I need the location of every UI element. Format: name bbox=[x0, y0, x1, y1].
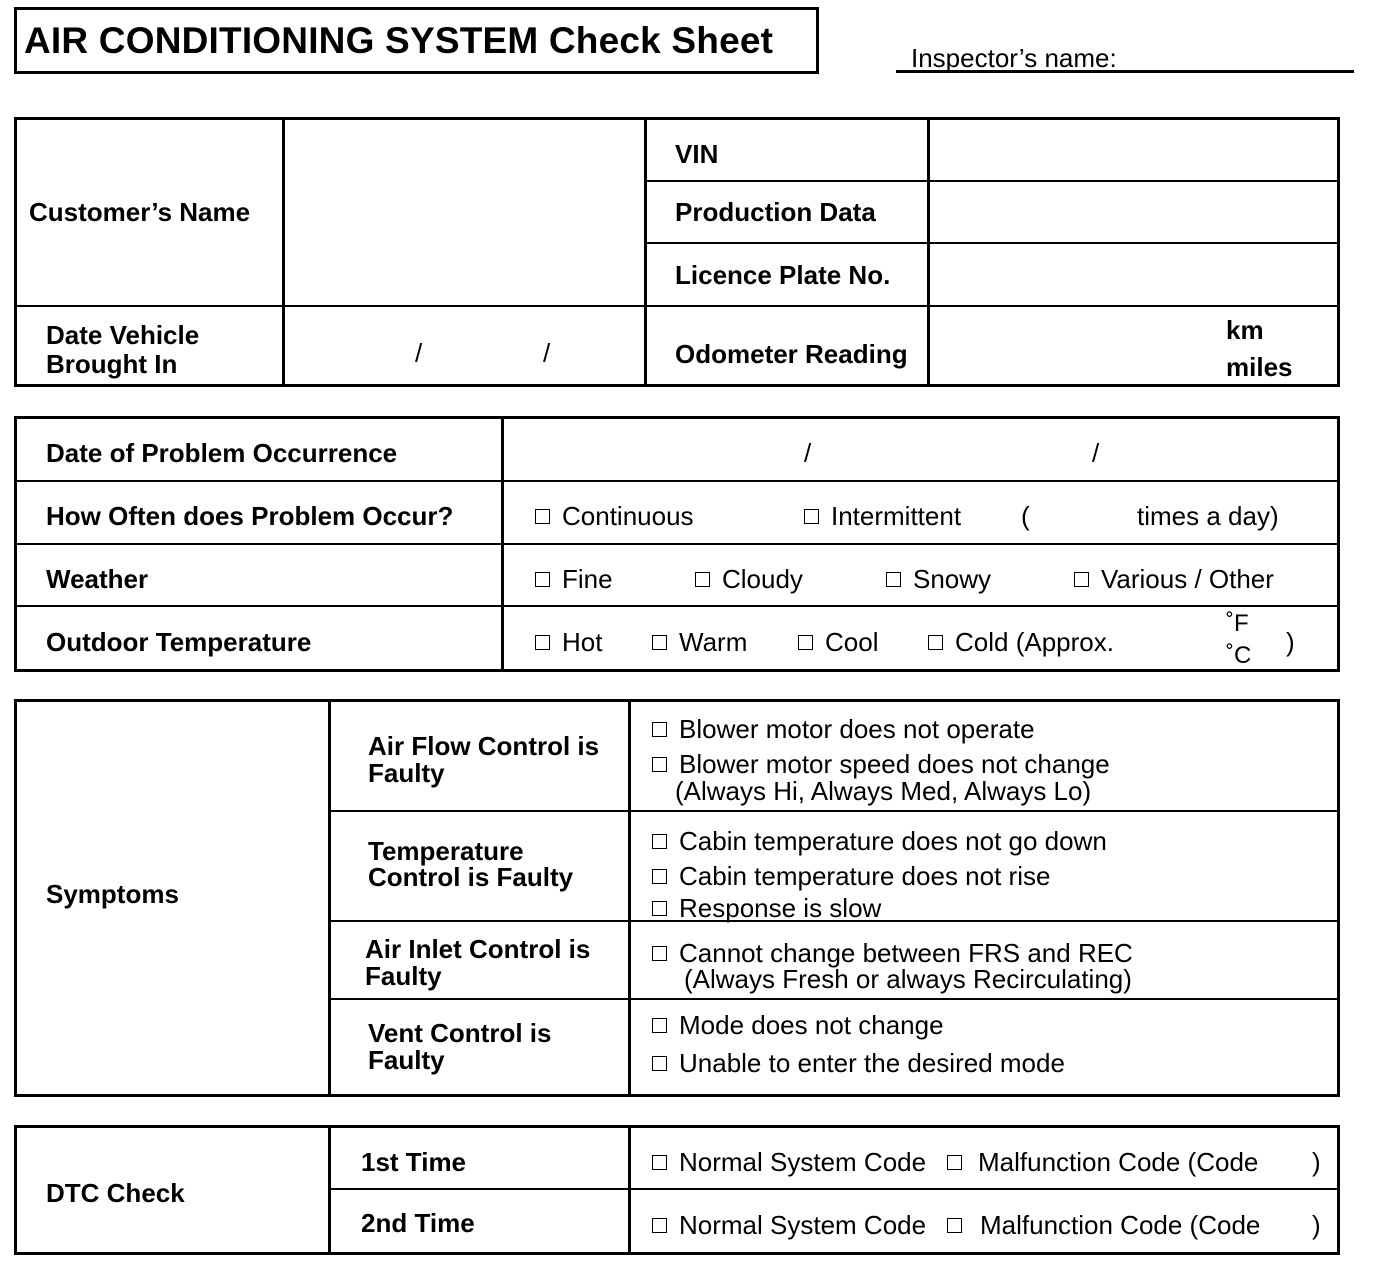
checkbox-icon bbox=[652, 722, 667, 737]
symptom-option[interactable]: Cannot change between FRS and REC bbox=[652, 940, 1133, 966]
symptom-group-label-line1: Air Flow Control is bbox=[368, 731, 600, 761]
checkbox-icon bbox=[652, 869, 667, 884]
option-hot[interactable]: Hot bbox=[535, 629, 602, 655]
divider bbox=[16, 480, 1337, 482]
symptom-group-label-line1: Vent Control is bbox=[368, 1018, 552, 1048]
checkbox-icon bbox=[804, 509, 819, 524]
weather-label: Weather bbox=[46, 564, 149, 594]
divider bbox=[331, 998, 1337, 1000]
checkbox-icon bbox=[652, 1056, 667, 1071]
inspector-name-field[interactable] bbox=[896, 70, 1354, 73]
dtc-code-field[interactable] bbox=[1280, 1209, 1312, 1241]
option-warm[interactable]: Warm bbox=[652, 629, 747, 655]
unit-celsius: ˚C bbox=[1226, 642, 1252, 669]
vin-label: VIN bbox=[675, 139, 719, 169]
date-brought-in-field[interactable] bbox=[286, 308, 642, 381]
option-snowy[interactable]: Snowy bbox=[886, 566, 991, 592]
dtc-normal-option[interactable]: Normal System Code bbox=[652, 1149, 926, 1175]
licence-plate-field[interactable] bbox=[931, 245, 1335, 304]
problem-date-field[interactable] bbox=[505, 420, 1334, 479]
checkbox-icon bbox=[886, 572, 901, 587]
customer-name-field[interactable] bbox=[286, 121, 642, 304]
symptom-group-label-line2: Faulty bbox=[368, 1045, 445, 1075]
dtc-row-label: 1st Time bbox=[361, 1147, 467, 1177]
checkbox-icon bbox=[535, 509, 550, 524]
option-continuous[interactable]: Continuous bbox=[535, 503, 694, 529]
symptom-option[interactable]: Response is slow bbox=[652, 895, 881, 921]
times-a-day-label: times a day) bbox=[1137, 501, 1279, 531]
symptom-option[interactable]: Cabin temperature does not rise bbox=[652, 863, 1050, 889]
page-title: AIR CONDITIONING SYSTEM Check Sheet bbox=[24, 20, 774, 61]
checkbox-icon bbox=[652, 1018, 667, 1033]
checkbox-icon bbox=[652, 946, 667, 961]
close-paren: ) bbox=[1312, 1147, 1321, 1177]
divider bbox=[331, 1188, 1337, 1190]
problem-date-label: Date of Problem Occurrence bbox=[46, 438, 398, 468]
checkbox-icon bbox=[652, 635, 667, 650]
divider bbox=[16, 543, 1337, 545]
divider bbox=[331, 810, 1337, 812]
checkbox-icon bbox=[652, 834, 667, 849]
divider bbox=[282, 118, 285, 384]
option-cool[interactable]: Cool bbox=[798, 629, 878, 655]
close-paren: ) bbox=[1312, 1210, 1321, 1240]
divider bbox=[16, 305, 1337, 307]
odometer-label: Odometer Reading bbox=[675, 339, 908, 369]
symptom-note: (Always Hi, Always Med, Always Lo) bbox=[675, 776, 1092, 806]
checkbox-icon bbox=[652, 901, 667, 916]
divider bbox=[644, 118, 647, 384]
symptom-option[interactable]: Mode does not change bbox=[652, 1012, 944, 1038]
option-intermittent[interactable]: Intermittent bbox=[804, 503, 961, 529]
checkbox-icon bbox=[652, 757, 667, 772]
times-per-day-field[interactable] bbox=[1040, 500, 1132, 532]
dtc-malfunction-option[interactable]: Malfunction Code (Code bbox=[947, 1149, 1258, 1175]
option-cold[interactable]: Cold (Approx. bbox=[928, 629, 1114, 655]
checkbox-icon bbox=[947, 1218, 962, 1233]
unit-fahrenheit: ˚F bbox=[1226, 610, 1249, 637]
production-data-field[interactable] bbox=[931, 183, 1335, 241]
date-brought-in-label-line1: Date Vehicle bbox=[46, 320, 200, 350]
symptom-option[interactable]: Blower motor does not operate bbox=[652, 716, 1035, 742]
inspector-label: Inspector’s name: bbox=[911, 43, 1117, 73]
dtc-code-field[interactable] bbox=[1280, 1146, 1312, 1178]
licence-plate-label: Licence Plate No. bbox=[675, 260, 891, 290]
dtc-row-label: 2nd Time bbox=[361, 1208, 475, 1238]
times-open-paren: ( bbox=[1021, 501, 1030, 531]
date-brought-in-label-line2: Brought In bbox=[46, 349, 178, 379]
date-separator: / bbox=[1092, 438, 1100, 468]
dtc-check-label: DTC Check bbox=[46, 1178, 185, 1208]
checkbox-icon bbox=[652, 1218, 667, 1233]
production-data-label: Production Data bbox=[675, 197, 876, 227]
checkbox-icon bbox=[1074, 572, 1089, 587]
date-separator: / bbox=[543, 338, 551, 368]
checkbox-icon bbox=[928, 635, 943, 650]
outdoor-temperature-label: Outdoor Temperature bbox=[46, 627, 312, 657]
checkbox-icon bbox=[798, 635, 813, 650]
option-various-other[interactable]: Various / Other bbox=[1074, 566, 1274, 592]
date-separator: / bbox=[804, 438, 812, 468]
divider bbox=[328, 700, 331, 1094]
symptom-group-label-line2: Control is Faulty bbox=[368, 862, 574, 892]
symptom-option[interactable]: Cabin temperature does not go down bbox=[652, 828, 1107, 854]
frequency-label: How Often does Problem Occur? bbox=[46, 501, 454, 531]
divider bbox=[646, 242, 1337, 244]
unit-km: km bbox=[1226, 315, 1264, 345]
symptoms-label: Symptoms bbox=[46, 879, 179, 909]
checkbox-icon bbox=[695, 572, 710, 587]
divider bbox=[927, 118, 930, 384]
checkbox-icon bbox=[535, 572, 550, 587]
date-separator: / bbox=[415, 338, 423, 368]
vin-field[interactable] bbox=[931, 121, 1335, 179]
divider bbox=[628, 700, 631, 1094]
symptom-group-label-line2: Faulty bbox=[365, 961, 442, 991]
dtc-malfunction-option[interactable]: Malfunction Code (Code bbox=[947, 1212, 1260, 1238]
dtc-normal-option[interactable]: Normal System Code bbox=[652, 1212, 926, 1238]
symptom-group-label-line2: Faulty bbox=[368, 758, 445, 788]
checkbox-icon bbox=[947, 1155, 962, 1170]
checkbox-icon bbox=[535, 635, 550, 650]
symptom-note: (Always Fresh or always Recirculating) bbox=[684, 964, 1132, 994]
option-cloudy[interactable]: Cloudy bbox=[695, 566, 803, 592]
customer-name-label: Customer’s Name bbox=[29, 197, 251, 227]
symptom-option[interactable]: Blower motor speed does not change bbox=[652, 751, 1110, 777]
divider bbox=[646, 180, 1337, 182]
checkbox-icon bbox=[652, 1155, 667, 1170]
odometer-field[interactable] bbox=[931, 308, 1221, 381]
symptom-option[interactable]: Unable to enter the desired mode bbox=[652, 1050, 1065, 1076]
symptom-group-label-line1: Air Inlet Control is bbox=[365, 934, 591, 964]
close-paren: ) bbox=[1286, 627, 1295, 657]
unit-miles: miles bbox=[1226, 352, 1293, 382]
divider bbox=[16, 605, 1337, 607]
option-fine[interactable]: Fine bbox=[535, 566, 613, 592]
symptom-group-label-line1: Temperature bbox=[368, 836, 524, 866]
